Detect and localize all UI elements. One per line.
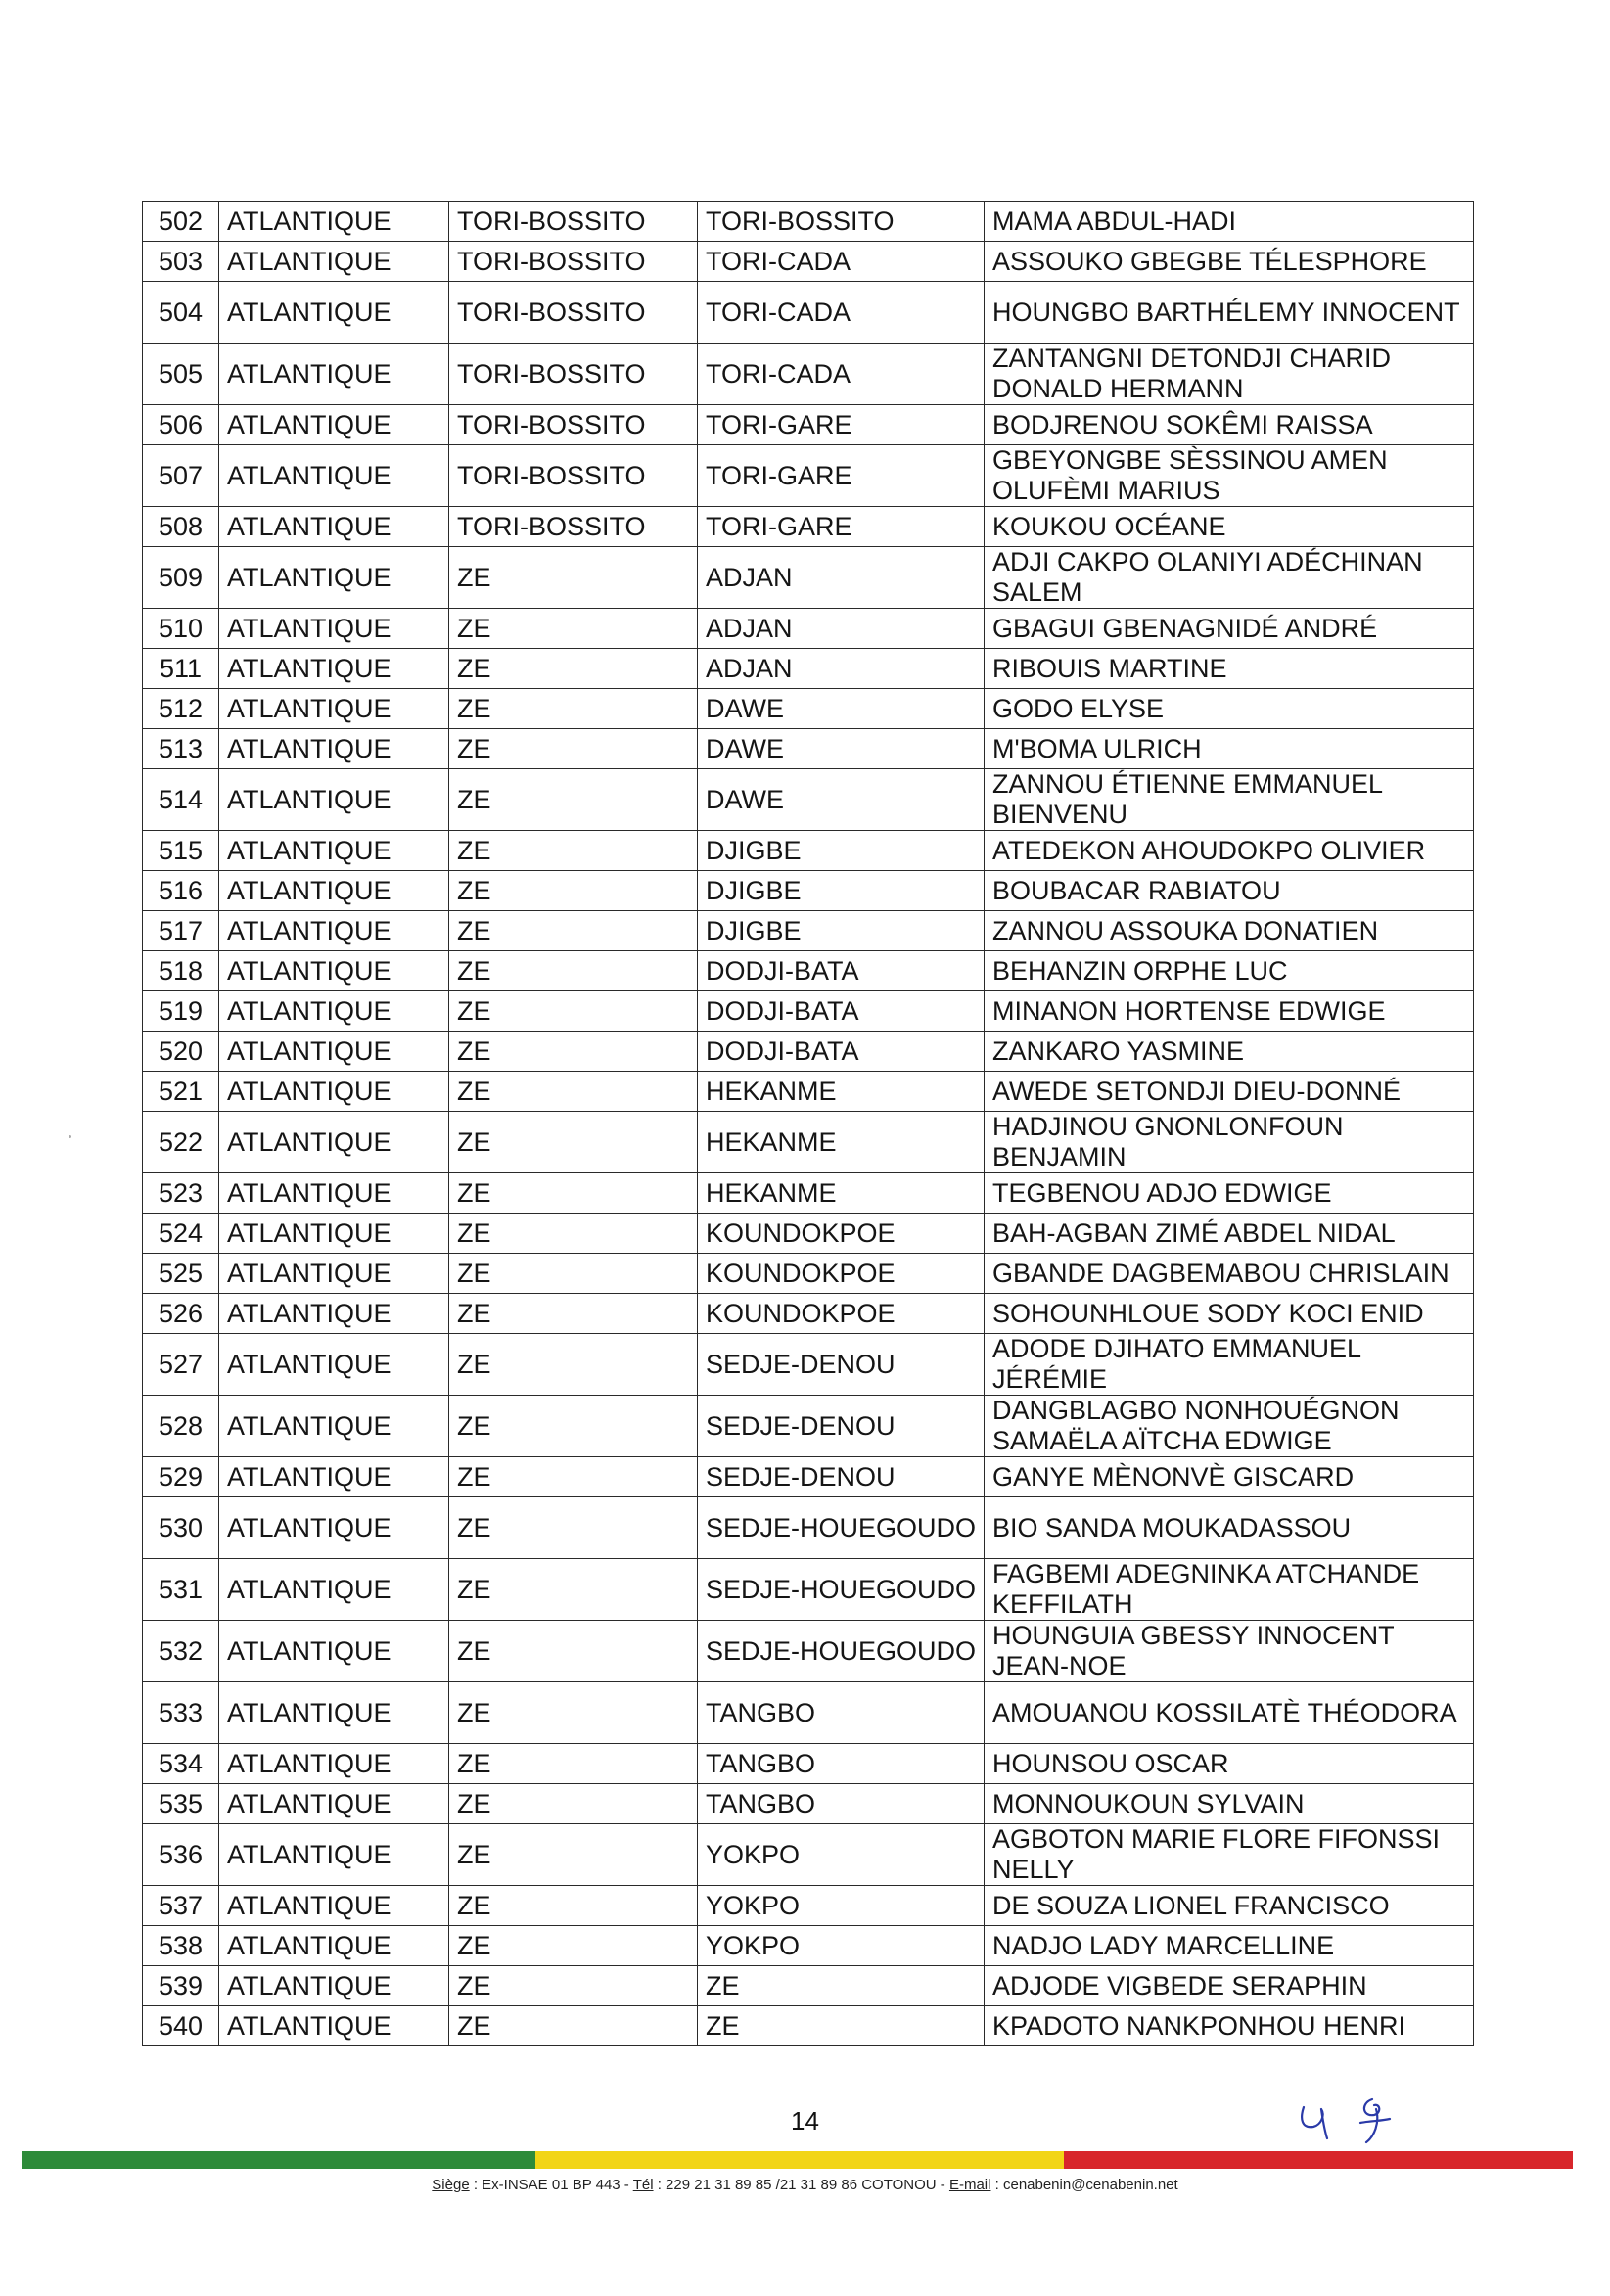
commune-cell: ZE — [449, 1886, 698, 1926]
name-cell: HOUNGUIA GBESSY INNOCENT JEAN-NOE — [985, 1621, 1474, 1682]
department-cell: ATLANTIQUE — [219, 1886, 449, 1926]
department-cell: ATLANTIQUE — [219, 547, 449, 609]
commune-cell: TORI-BOSSITO — [449, 507, 698, 547]
commune-cell: ZE — [449, 1966, 698, 2006]
table-row — [143, 609, 1474, 649]
table-row — [143, 1886, 1474, 1926]
table-row — [143, 445, 1474, 507]
table-row — [143, 1682, 1474, 1744]
arrondissement-cell: ZE — [698, 2006, 985, 2046]
department-cell: ATLANTIQUE — [219, 951, 449, 991]
row-number-cell: 530 — [143, 1497, 219, 1559]
row-number-cell: 537 — [143, 1886, 219, 1926]
footer-address — [0, 2177, 1610, 2193]
department-cell: ATLANTIQUE — [219, 445, 449, 507]
name-cell: FAGBEMI ADEGNINKA ATCHANDE KEFFILATH — [985, 1559, 1474, 1621]
footer-tel-text: : 229 21 31 89 85 /21 31 89 86 COTONOU - — [653, 2177, 949, 2193]
row-number-cell: 528 — [143, 1396, 219, 1457]
footer-siege-label: Siège — [432, 2177, 470, 2193]
table-row — [143, 1032, 1474, 1072]
department-cell: ATLANTIQUE — [219, 1457, 449, 1497]
department-cell: ATLANTIQUE — [219, 1744, 449, 1784]
commune-cell: ZE — [449, 689, 698, 729]
table-body — [143, 202, 1474, 2046]
arrondissement-cell: TORI-GARE — [698, 405, 985, 445]
commune-cell: ZE — [449, 1334, 698, 1396]
arrondissement-cell: TORI-BOSSITO — [698, 202, 985, 242]
table-row — [143, 1254, 1474, 1294]
department-cell: ATLANTIQUE — [219, 689, 449, 729]
row-number-cell: 519 — [143, 991, 219, 1032]
name-cell: ASSOUKO GBEGBE TÉLESPHORE — [985, 242, 1474, 282]
commune-cell: ZE — [449, 951, 698, 991]
commune-cell: ZE — [449, 649, 698, 689]
table-row — [143, 1966, 1474, 2006]
table-row — [143, 1824, 1474, 1886]
department-cell: ATLANTIQUE — [219, 1824, 449, 1886]
department-cell: ATLANTIQUE — [219, 769, 449, 831]
table-row — [143, 729, 1474, 769]
name-cell: BOUBACAR RABIATOU — [985, 871, 1474, 911]
department-cell: ATLANTIQUE — [219, 1214, 449, 1254]
name-cell: M'BOMA ULRICH — [985, 729, 1474, 769]
commune-cell: ZE — [449, 609, 698, 649]
arrondissement-cell: HEKANME — [698, 1072, 985, 1112]
commune-cell: ZE — [449, 1824, 698, 1886]
row-number-cell: 523 — [143, 1173, 219, 1214]
footer-tel-label: Tél — [632, 2177, 654, 2193]
department-cell: ATLANTIQUE — [219, 649, 449, 689]
commune-cell: ZE — [449, 1173, 698, 1214]
commune-cell: ZE — [449, 1744, 698, 1784]
row-number-cell: 532 — [143, 1621, 219, 1682]
table-row — [143, 871, 1474, 911]
name-cell: MONNOUKOUN SYLVAIN — [985, 1784, 1474, 1824]
department-cell: ATLANTIQUE — [219, 991, 449, 1032]
commune-cell: ZE — [449, 1112, 698, 1173]
commune-cell: ZE — [449, 1254, 698, 1294]
arrondissement-cell: SEDJE-HOUEGOUDO — [698, 1497, 985, 1559]
department-cell: ATLANTIQUE — [219, 911, 449, 951]
department-cell: ATLANTIQUE — [219, 1072, 449, 1112]
name-cell: MINANON HORTENSE EDWIGE — [985, 991, 1474, 1032]
name-cell: MAMA ABDUL-HADI — [985, 202, 1474, 242]
name-cell: ZANTANGNI DETONDJI CHARID DONALD HERMANN — [985, 344, 1474, 405]
arrondissement-cell: TORI-GARE — [698, 445, 985, 507]
name-cell: ZANNOU ASSOUKA DONATIEN — [985, 911, 1474, 951]
name-cell: DE SOUZA LIONEL FRANCISCO — [985, 1886, 1474, 1926]
commune-cell: ZE — [449, 911, 698, 951]
arrondissement-cell: YOKPO — [698, 1926, 985, 1966]
table-row — [143, 991, 1474, 1032]
arrondissement-cell: SEDJE-HOUEGOUDO — [698, 1621, 985, 1682]
table-row — [143, 2006, 1474, 2046]
footer-siege-text: : Ex-INSAE 01 BP 443 - — [469, 2177, 633, 2193]
row-number-cell: 512 — [143, 689, 219, 729]
department-cell: ATLANTIQUE — [219, 1254, 449, 1294]
arrondissement-cell: DJIGBE — [698, 831, 985, 871]
table-row — [143, 507, 1474, 547]
commune-cell: TORI-BOSSITO — [449, 202, 698, 242]
arrondissement-cell: TORI-CADA — [698, 282, 985, 344]
arrondissement-cell: TORI-GARE — [698, 507, 985, 547]
arrondissement-cell: ZE — [698, 1966, 985, 2006]
row-number-cell: 507 — [143, 445, 219, 507]
department-cell: ATLANTIQUE — [219, 1559, 449, 1621]
arrondissement-cell: SEDJE-DENOU — [698, 1334, 985, 1396]
name-cell: SOHOUNHLOUE SODY KOCI ENID — [985, 1294, 1474, 1334]
flag-band-yellow — [535, 2151, 1064, 2169]
commune-cell: ZE — [449, 1457, 698, 1497]
commune-cell: TORI-BOSSITO — [449, 445, 698, 507]
arrondissement-cell: YOKPO — [698, 1886, 985, 1926]
name-cell: AGBOTON MARIE FLORE FIFONSSI NELLY — [985, 1824, 1474, 1886]
name-cell: BAH-AGBAN ZIMÉ ABDEL NIDAL — [985, 1214, 1474, 1254]
commune-cell: TORI-BOSSITO — [449, 242, 698, 282]
commune-cell: ZE — [449, 1497, 698, 1559]
name-cell: ADODE DJIHATO EMMANUEL JÉRÉMIE — [985, 1334, 1474, 1396]
table-row — [143, 202, 1474, 242]
table-row — [143, 1497, 1474, 1559]
table-row — [143, 1334, 1474, 1396]
table-row — [143, 1173, 1474, 1214]
commune-cell: ZE — [449, 2006, 698, 2046]
department-cell: ATLANTIQUE — [219, 1032, 449, 1072]
table-row — [143, 689, 1474, 729]
arrondissement-cell: TORI-CADA — [698, 344, 985, 405]
arrondissement-cell: ADJAN — [698, 609, 985, 649]
commune-cell: ZE — [449, 831, 698, 871]
name-cell: RIBOUIS MARTINE — [985, 649, 1474, 689]
table-row — [143, 1457, 1474, 1497]
arrondissement-cell: TANGBO — [698, 1744, 985, 1784]
footer-email-label: E-mail — [948, 2177, 991, 2193]
table-row — [143, 769, 1474, 831]
department-cell: ATLANTIQUE — [219, 729, 449, 769]
name-cell: HADJINOU GNONLONFOUN BENJAMIN — [985, 1112, 1474, 1173]
arrondissement-cell: TORI-CADA — [698, 242, 985, 282]
row-number-cell: 520 — [143, 1032, 219, 1072]
row-number-cell: 515 — [143, 831, 219, 871]
row-number-cell: 506 — [143, 405, 219, 445]
table-row — [143, 649, 1474, 689]
flag-band-green — [22, 2151, 535, 2169]
department-cell: ATLANTIQUE — [219, 1966, 449, 2006]
department-cell: ATLANTIQUE — [219, 1682, 449, 1744]
commune-cell: ZE — [449, 1032, 698, 1072]
commune-cell: ZE — [449, 1072, 698, 1112]
department-cell: ATLANTIQUE — [219, 831, 449, 871]
department-cell: ATLANTIQUE — [219, 1334, 449, 1396]
department-cell: ATLANTIQUE — [219, 1926, 449, 1966]
name-cell: GODO ELYSE — [985, 689, 1474, 729]
department-cell: ATLANTIQUE — [219, 1784, 449, 1824]
row-number-cell: 517 — [143, 911, 219, 951]
row-number-cell: 521 — [143, 1072, 219, 1112]
row-number-cell: 525 — [143, 1254, 219, 1294]
name-cell: ZANNOU ÉTIENNE EMMANUEL BIENVENU — [985, 769, 1474, 831]
row-number-cell: 524 — [143, 1214, 219, 1254]
commune-cell: ZE — [449, 1926, 698, 1966]
table-row — [143, 1784, 1474, 1824]
row-number-cell: 516 — [143, 871, 219, 911]
row-number-cell: 504 — [143, 282, 219, 344]
name-cell: GBEYONGBE SÈSSINOU AMEN OLUFÈMI MARIUS — [985, 445, 1474, 507]
commune-cell: ZE — [449, 1621, 698, 1682]
row-number-cell: 529 — [143, 1457, 219, 1497]
name-cell: DANGBLAGBO NONHOUÉGNON SAMAËLA AÏTCHA EDWIGE — [985, 1396, 1474, 1457]
row-number-cell: 527 — [143, 1334, 219, 1396]
commune-cell: ZE — [449, 769, 698, 831]
commune-cell: ZE — [449, 1294, 698, 1334]
name-cell: ADJI CAKPO OLANIYI ADÉCHINAN SALEM — [985, 547, 1474, 609]
row-number-cell: 514 — [143, 769, 219, 831]
name-cell: AMOUANOU KOSSILATÈ THÉODORA — [985, 1682, 1474, 1744]
department-cell: ATLANTIQUE — [219, 405, 449, 445]
arrondissement-cell: HEKANME — [698, 1173, 985, 1214]
commune-cell: ZE — [449, 1682, 698, 1744]
commune-cell: ZE — [449, 729, 698, 769]
department-cell: ATLANTIQUE — [219, 202, 449, 242]
row-number-cell: 513 — [143, 729, 219, 769]
row-number-cell: 508 — [143, 507, 219, 547]
arrondissement-cell: TANGBO — [698, 1682, 985, 1744]
name-cell: KPADOTO NANKPONHOU HENRI — [985, 2006, 1474, 2046]
department-cell: ATLANTIQUE — [219, 242, 449, 282]
name-cell: ATEDEKON AHOUDOKPO OLIVIER — [985, 831, 1474, 871]
name-cell: GANYE MÈNONVÈ GISCARD — [985, 1457, 1474, 1497]
row-number-cell: 538 — [143, 1926, 219, 1966]
row-number-cell: 540 — [143, 2006, 219, 2046]
arrondissement-cell: KOUNDOKPOE — [698, 1294, 985, 1334]
arrondissement-cell: YOKPO — [698, 1824, 985, 1886]
arrondissement-cell: DAWE — [698, 769, 985, 831]
commune-cell: ZE — [449, 1214, 698, 1254]
arrondissement-cell: KOUNDOKPOE — [698, 1214, 985, 1254]
table-row — [143, 242, 1474, 282]
flag-band-red — [1064, 2151, 1573, 2169]
name-cell: ADJODE VIGBEDE SERAPHIN — [985, 1966, 1474, 2006]
department-cell: ATLANTIQUE — [219, 609, 449, 649]
commune-cell: ZE — [449, 1396, 698, 1457]
table-row — [143, 1396, 1474, 1457]
department-cell: ATLANTIQUE — [219, 282, 449, 344]
commune-cell: TORI-BOSSITO — [449, 405, 698, 445]
row-number-cell: 531 — [143, 1559, 219, 1621]
name-cell: BEHANZIN ORPHE LUC — [985, 951, 1474, 991]
table-row — [143, 1926, 1474, 1966]
department-cell: ATLANTIQUE — [219, 344, 449, 405]
table-row — [143, 951, 1474, 991]
arrondissement-cell: ADJAN — [698, 547, 985, 609]
commune-cell: ZE — [449, 1784, 698, 1824]
department-cell: ATLANTIQUE — [219, 1396, 449, 1457]
table-row — [143, 405, 1474, 445]
department-cell: ATLANTIQUE — [219, 871, 449, 911]
arrondissement-cell: HEKANME — [698, 1112, 985, 1173]
arrondissement-cell: DJIGBE — [698, 871, 985, 911]
arrondissement-cell: DODJI-BATA — [698, 1032, 985, 1072]
row-number-cell: 526 — [143, 1294, 219, 1334]
table-row — [143, 1072, 1474, 1112]
table-row — [143, 831, 1474, 871]
name-cell: GBANDE DAGBEMABOU CHRISLAIN — [985, 1254, 1474, 1294]
row-number-cell: 502 — [143, 202, 219, 242]
row-number-cell: 536 — [143, 1824, 219, 1886]
department-cell: ATLANTIQUE — [219, 507, 449, 547]
name-cell: BIO SANDA MOUKADASSOU — [985, 1497, 1474, 1559]
table-row — [143, 547, 1474, 609]
table-row — [143, 1744, 1474, 1784]
row-number-cell: 535 — [143, 1784, 219, 1824]
table-row — [143, 911, 1474, 951]
arrondissement-cell: ADJAN — [698, 649, 985, 689]
name-cell: HOUNGBO BARTHÉLEMY INNOCENT — [985, 282, 1474, 344]
department-cell: ATLANTIQUE — [219, 1112, 449, 1173]
arrondissement-cell: KOUNDOKPOE — [698, 1254, 985, 1294]
commune-cell: ZE — [449, 871, 698, 911]
arrondissement-cell: SEDJE-DENOU — [698, 1457, 985, 1497]
row-number-cell: 518 — [143, 951, 219, 991]
arrondissement-cell: TANGBO — [698, 1784, 985, 1824]
arrondissement-cell: DJIGBE — [698, 911, 985, 951]
name-cell: TEGBENOU ADJO EDWIGE — [985, 1173, 1474, 1214]
row-number-cell: 503 — [143, 242, 219, 282]
name-cell: KOUKOU OCÉANE — [985, 507, 1474, 547]
row-number-cell: 522 — [143, 1112, 219, 1173]
commune-cell: ZE — [449, 1559, 698, 1621]
table-row — [143, 344, 1474, 405]
name-cell: NADJO LADY MARCELLINE — [985, 1926, 1474, 1966]
row-number-cell: 505 — [143, 344, 219, 405]
commune-cell: TORI-BOSSITO — [449, 344, 698, 405]
table-row — [143, 1294, 1474, 1334]
table-row — [143, 1112, 1474, 1173]
arrondissement-cell: DODJI-BATA — [698, 991, 985, 1032]
department-cell: ATLANTIQUE — [219, 1173, 449, 1214]
footer-email-text: : cenabenin@cenabenin.net — [990, 2177, 1178, 2193]
arrondissement-cell: SEDJE-DENOU — [698, 1396, 985, 1457]
name-cell: ZANKARO YASMINE — [985, 1032, 1474, 1072]
row-number-cell: 511 — [143, 649, 219, 689]
name-cell: AWEDE SETONDJI DIEU-DONNÉ — [985, 1072, 1474, 1112]
arrondissement-cell: SEDJE-HOUEGOUDO — [698, 1559, 985, 1621]
table-row — [143, 1559, 1474, 1621]
row-number-cell: 510 — [143, 609, 219, 649]
department-cell: ATLANTIQUE — [219, 1294, 449, 1334]
commune-cell: TORI-BOSSITO — [449, 282, 698, 344]
name-cell: BODJRENOU SOKÊMI RAISSA — [985, 405, 1474, 445]
arrondissement-cell: DAWE — [698, 689, 985, 729]
arrondissement-cell: DODJI-BATA — [698, 951, 985, 991]
page-number: 14 — [791, 2106, 819, 2135]
commune-cell: ZE — [449, 547, 698, 609]
row-number-cell: 533 — [143, 1682, 219, 1744]
name-cell: HOUNSOU OSCAR — [985, 1744, 1474, 1784]
row-number-cell: 539 — [143, 1966, 219, 2006]
scan-speck — [69, 1135, 71, 1138]
candidate-table — [142, 201, 1474, 2046]
row-number-cell: 509 — [143, 547, 219, 609]
commune-cell: ZE — [449, 991, 698, 1032]
department-cell: ATLANTIQUE — [219, 1621, 449, 1682]
table-row — [143, 282, 1474, 344]
table-row — [143, 1214, 1474, 1254]
department-cell: ATLANTIQUE — [219, 2006, 449, 2046]
row-number-cell: 534 — [143, 1744, 219, 1784]
table-row — [143, 1621, 1474, 1682]
arrondissement-cell: DAWE — [698, 729, 985, 769]
name-cell: GBAGUI GBENAGNIDÉ ANDRÉ — [985, 609, 1474, 649]
department-cell: ATLANTIQUE — [219, 1497, 449, 1559]
